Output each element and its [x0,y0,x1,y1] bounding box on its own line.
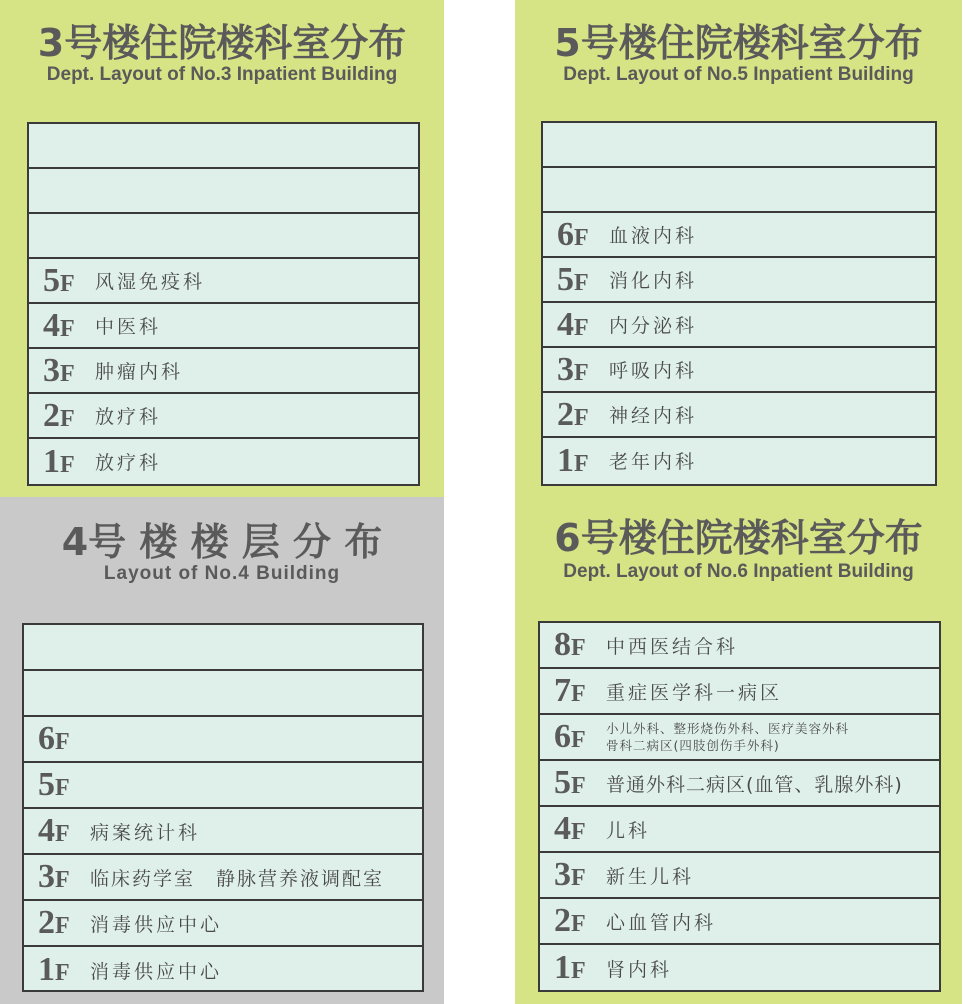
floor-number: 1 F [43,442,75,480]
department-name: 普通外科二病区(血管、乳腺外科) [606,773,903,796]
department-name: 放疗科 [95,406,162,428]
floor-number: 2 F [557,395,589,433]
floor-number: 4 F [557,305,589,343]
floor-row [543,213,935,258]
floor-row [543,393,935,438]
floor-number: 7 F [554,672,586,709]
floor-number: 2 F [43,396,75,434]
floor-directory-table [22,623,424,992]
panel-title: 4号 楼 楼 层 分 布 [61,520,383,564]
floor-number: 3 F [557,350,589,388]
department-name: 呼吸内科 [609,360,698,382]
department-name-multiline [600,720,849,754]
floor-number: 1 F [557,441,589,479]
department-name: 肾内科 [606,958,673,981]
floor-number: 5 F [43,261,75,299]
floor-row [29,439,418,484]
department-name: 肿瘤内科 [95,361,184,383]
panel-subtitle: Dept. Layout of No.3 Inpatient Building [46,64,398,85]
department-name: 消毒供应中心 [90,913,223,936]
floor-directory-table [538,621,941,992]
department-name: 神经内科 [609,405,698,427]
panel-title: 3号楼住院楼科室分布 [37,21,407,65]
department-name: 放疗科 [95,452,162,474]
floor-row [540,669,939,715]
department-name: 心血管内科 [606,911,717,934]
department-line: 骨科二病区(四肢创伤手外科) [606,738,780,753]
floor-row [29,349,418,394]
floor-number: 4 F [38,812,70,849]
floor-number: 3 F [38,858,70,895]
floor-row [543,168,935,213]
floor-row [540,623,939,669]
floor-row [24,671,422,717]
floor-row [29,304,418,349]
floor-number: 6 F [554,718,586,755]
panel-subtitle: Dept. Layout of No.5 Inpatient Building [563,64,914,85]
department-line: 小儿外科、整形烧伤外科、医疗美容外科 [606,721,850,736]
floor-row [29,169,418,214]
floor-row [29,124,418,169]
department-name: 老年内科 [609,451,698,473]
building-6-panel [515,497,962,1004]
floor-number: 5 F [554,764,586,801]
floor-row [543,258,935,303]
department-name: 消毒供应中心 [90,960,223,983]
floor-number: 1 F [38,951,70,988]
floor-number: 3 F [554,856,586,893]
department-name: 血液内科 [609,225,698,247]
floor-row [24,901,422,947]
floor-row [24,763,422,809]
department-name: 临床药学室 静脉营养液调配室 [90,867,385,890]
panel-title: 6号楼住院楼科室分布 [554,516,923,560]
floor-number: 2 F [38,904,70,941]
floor-number: 4 F [43,306,75,344]
floor-row [24,625,422,671]
floor-number: 3 F [43,351,75,389]
floor-row [540,945,939,991]
department-name: 病案统计科 [90,821,201,844]
floor-number: 5 F [557,260,589,298]
floor-number: 4 F [554,810,586,847]
floor-row [540,899,939,945]
building-5-panel [515,0,962,497]
floor-number: 1 F [554,949,586,986]
department-name: 消化内科 [609,270,698,292]
panel-subtitle: Layout of No.4 Building [103,563,341,584]
floor-row [29,259,418,304]
floor-row [543,123,935,168]
floor-row [29,214,418,259]
floor-row [24,855,422,901]
panel-title: 5号楼住院楼科室分布 [554,21,923,65]
building-4-panel [0,497,444,1004]
floor-row [24,947,422,993]
floor-number: 2 F [554,902,586,939]
floor-row [24,717,422,763]
floor-row [540,807,939,853]
floor-number: 8 F [554,626,586,663]
floor-directory-table [27,122,420,486]
floor-row [540,853,939,899]
floor-row [24,809,422,855]
department-name: 风湿免疫科 [95,271,206,293]
floor-number: 6 F [557,215,589,253]
department-name: 中西医结合科 [606,635,739,658]
floor-row [543,438,935,483]
floor-number: 5 F [38,766,70,803]
floor-row [543,303,935,348]
department-name: 内分泌科 [609,315,698,337]
floor-row [29,394,418,439]
department-name: 儿科 [606,819,651,842]
building-3-panel [0,0,444,497]
floor-directory-table [541,121,937,486]
floor-row [543,348,935,393]
department-name: 新生儿科 [606,865,695,888]
floor-row [540,761,939,807]
floor-number: 6 F [38,720,70,757]
department-name: 重症医学科一病区 [606,681,783,704]
department-name: 中医科 [95,316,162,338]
floor-row [540,715,939,761]
panel-subtitle: Dept. Layout of No.6 Inpatient Building [563,561,914,582]
